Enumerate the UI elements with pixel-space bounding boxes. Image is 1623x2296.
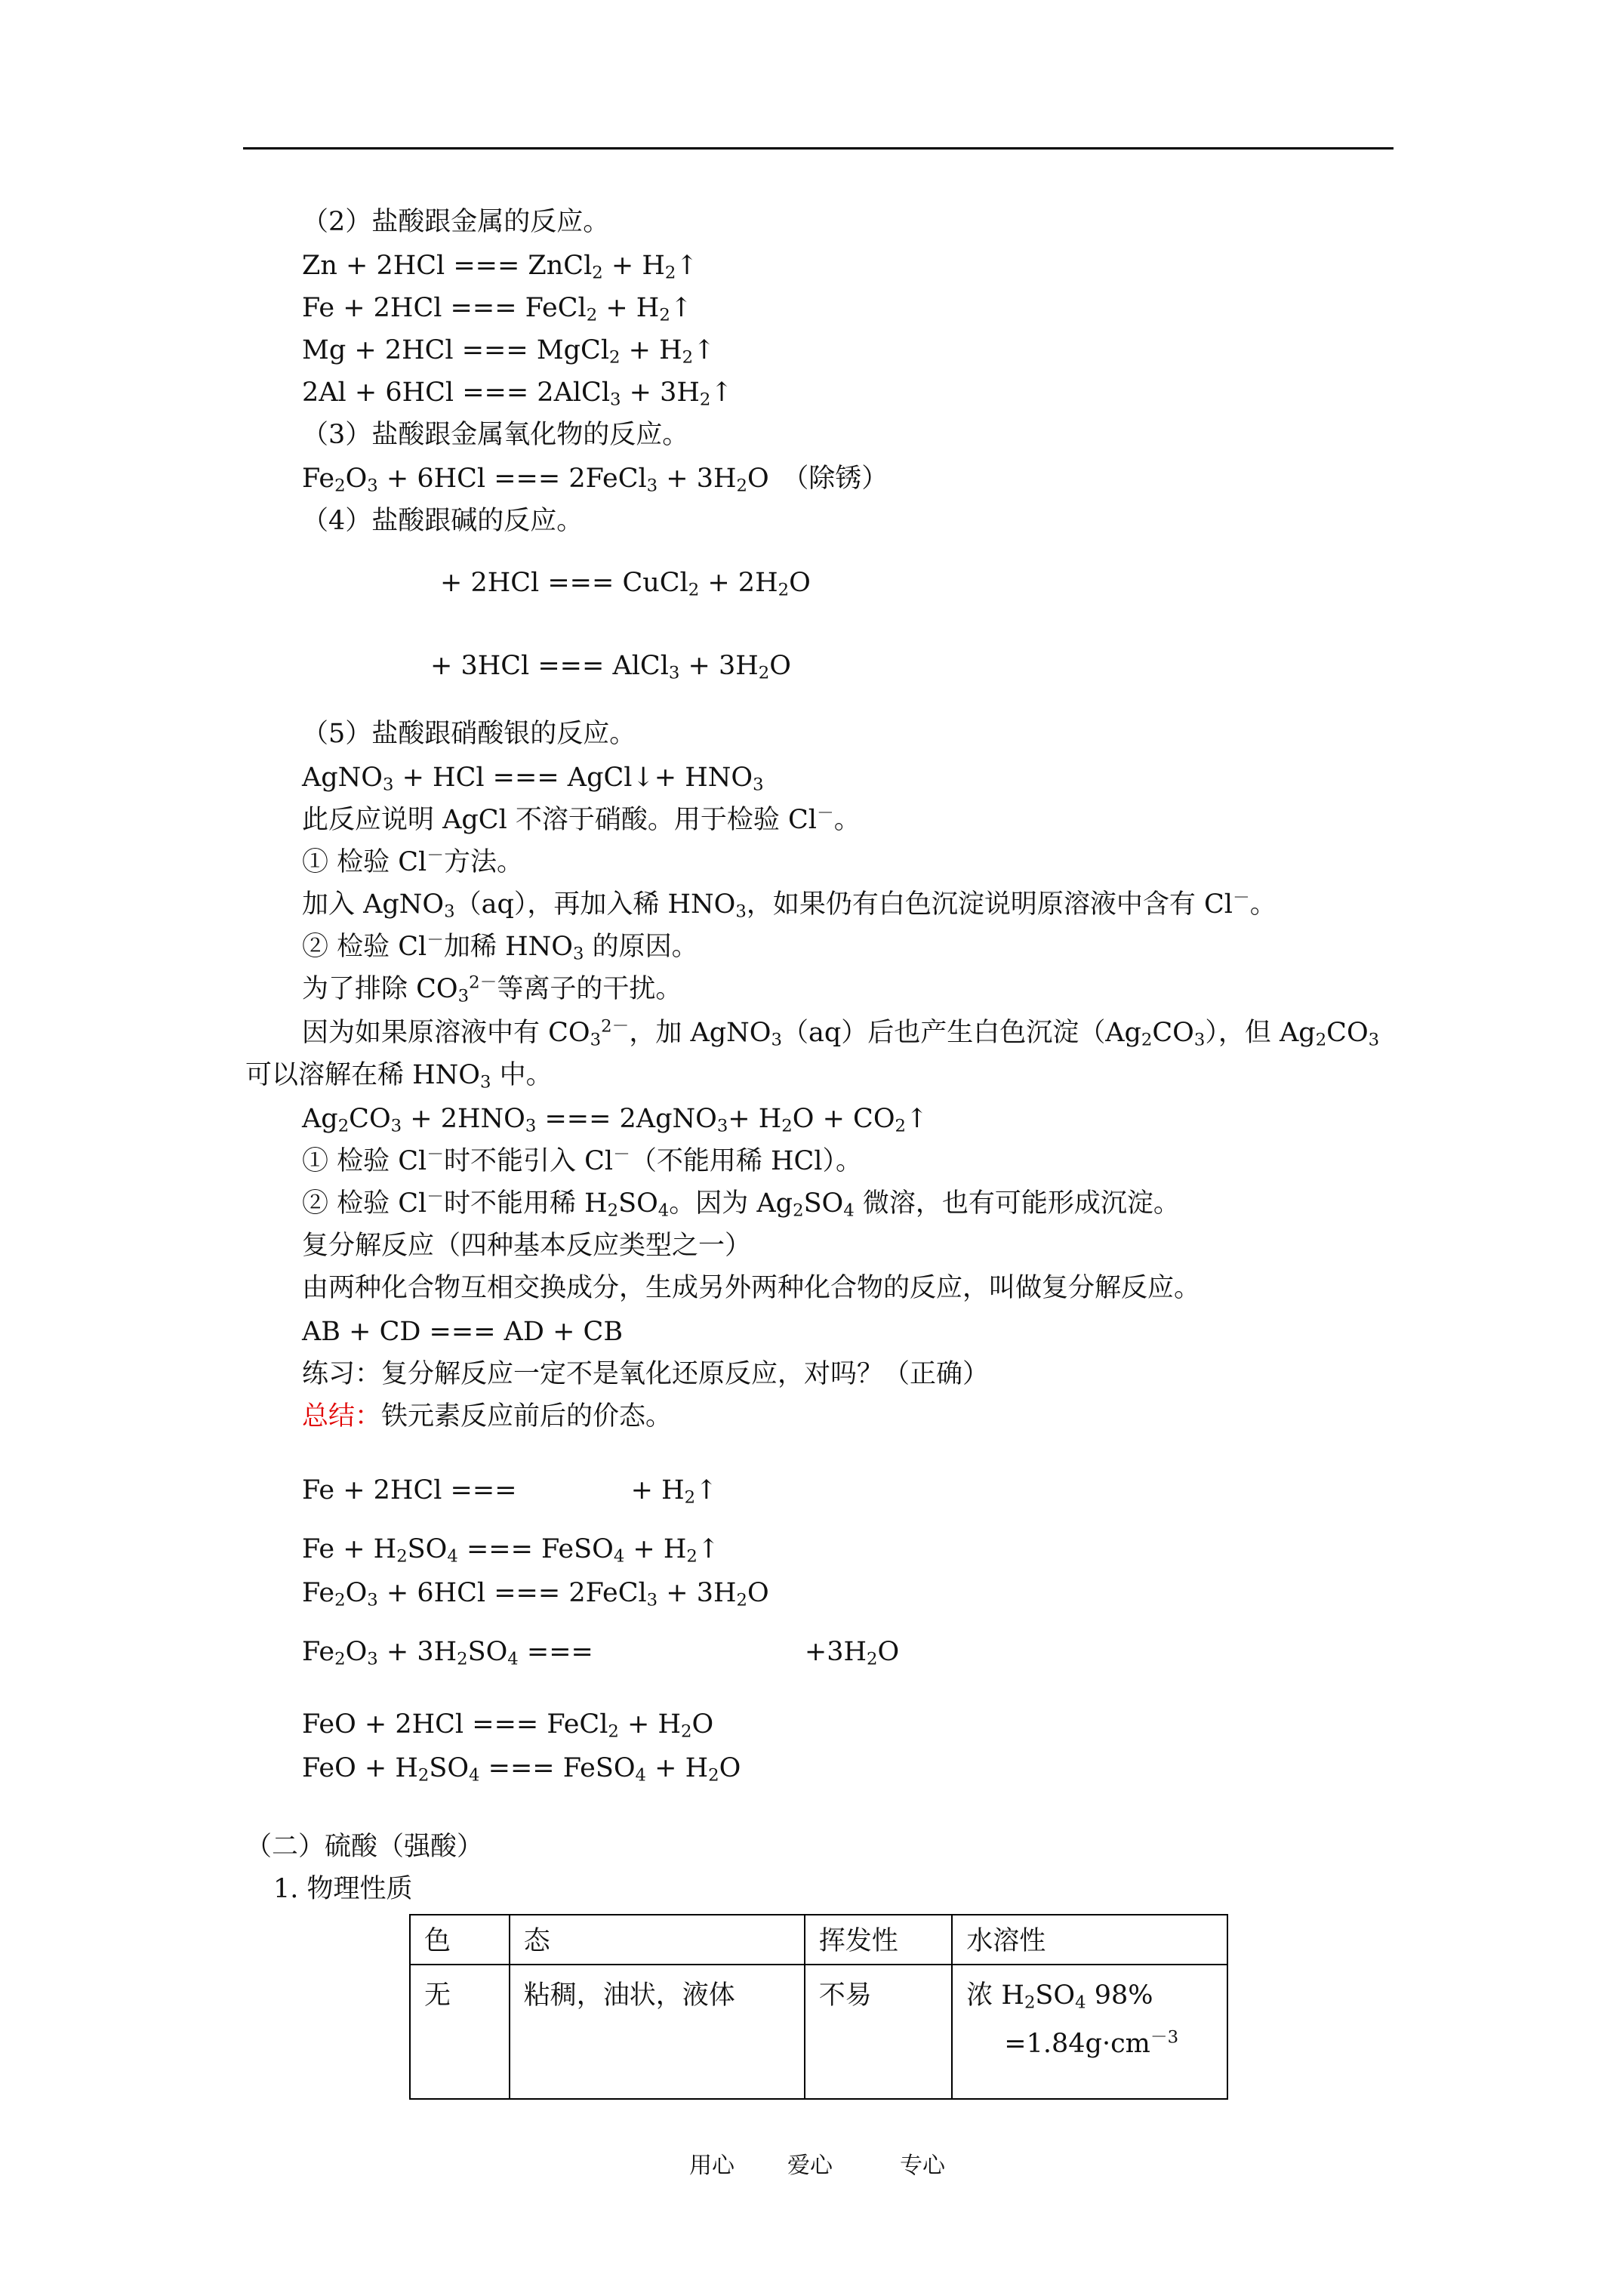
text-line: Fe + 2HCl === FeCl$_2$ + $H_2↑$	[302, 293, 693, 325]
text-line: $Fe_2O_3 + 6HCl$ === 2FeCl$_3$ + $3H_2O$	[302, 1578, 769, 1610]
solubility-line-1: 浓 $H_2SO_4$ 98%	[966, 1980, 1153, 2013]
text-line: Mg + 2HCl === MgCl$_2$ + $H_2↑$	[302, 335, 716, 368]
text-line: （3）盐酸跟金属氧化物的反应。	[302, 420, 689, 450]
sulfuric-acid-properties-table	[409, 1914, 1228, 2100]
solubility-line-2: $=1.84g\cdot cm^{-3}$	[1004, 2027, 1179, 2059]
table-header-state: 态	[510, 1915, 805, 1965]
text-line: $Fe + H_2SO_4$ === FeSO$_4$ + $H_2↑$	[302, 1534, 720, 1567]
text-line: 加入 AgNO$_3$（aq），再加入稀 $HNO_3$，如果仍有白色沉淀说明原溶液中含有 Cl－。	[302, 888, 1277, 922]
table-header-solubility: 水溶性	[952, 1915, 1227, 1965]
table-cell-volatility: 不易	[805, 1965, 953, 2099]
text-line: $Fe_2O_3 + 3H_2SO_4$ === $+3H_2O$	[302, 1637, 900, 1669]
text-line: 为了排除 $CO_3^{2-}$等离子的干扰。	[302, 972, 682, 1006]
text-line: 可以溶解在稀 $HNO_3$ 中。	[245, 1060, 553, 1093]
text-line: Fe + 2HCl === + $H_2↑$	[302, 1475, 718, 1508]
text-line: FeO + $H_2SO_4$ === FeSO$_4$ + $H_2O$	[302, 1753, 741, 1786]
table-header-color: 色	[410, 1915, 510, 1965]
text-line: 练习：复分解反应一定不是氧化还原反应，对吗？（正确）	[302, 1359, 990, 1389]
text-line: ① 检验 Cl－时不能引入 Cl－（不能用稀 HCl）。	[302, 1145, 862, 1176]
table-cell-color: 无	[410, 1965, 510, 2099]
text-line: AgNO$_3$ + HCl === AgCl↓+ $HNO_3$	[302, 763, 764, 795]
text-line: （4）盐酸跟碱的反应。	[302, 506, 584, 536]
text-line: 2Al + 6HCl === 2AlCl$_3$ + $3H_2↑$	[302, 378, 733, 410]
text-line: ① 检验 Cl－方法。	[302, 846, 523, 877]
text-line: ② 检验 Cl－时不能用稀 $H_2SO_4$。因为 $Ag_2SO_4$ 微溶，也有可能形成沉淀。	[302, 1187, 1180, 1221]
text-line: + 3HCl === AlCl$_3$ + $3H_2O$	[430, 651, 791, 683]
footer-text-3: 专心	[900, 2153, 945, 2179]
text-line: 此反应说明 AgCl 不溶于硝酸。用于检验 Cl－。	[302, 803, 861, 835]
text-line: $Fe_2O_3 + 6HCl$ === 2FeCl$_3$ + $3H_2O$ （除锈）	[302, 464, 888, 496]
table-row	[410, 1965, 1227, 2099]
text-line: 1. 物理性质	[273, 1874, 413, 1904]
text-line: AB + CD === AD + CB	[302, 1317, 624, 1347]
text-line: （5）盐酸跟硝酸银的反应。	[302, 719, 636, 749]
footer-text-2: 爱心	[787, 2153, 833, 2179]
text-line: FeO + 2HCl === FeCl$_2$ + $H_2O$	[302, 1709, 714, 1742]
table-header-volatility: 挥发性	[805, 1915, 953, 1965]
table-header-row	[410, 1915, 1227, 1965]
table-cell-solubility	[952, 1965, 1227, 2099]
text-line: 因为如果原溶液中有 $CO_3^{2-}$，加 AgNO$_3$（aq）后也产生白色沉淀$(Ag_2CO_3)$，但 $Ag_2CO_3$	[302, 1016, 1380, 1050]
header-rule	[243, 147, 1394, 149]
text-line: 总结：铁元素反应前后的价态。	[302, 1401, 673, 1432]
text-line: $Ag_2CO_3 + 2HNO_3$ === 2AgNO$_3$+ $H_2O$ + $CO_2↑$	[302, 1104, 929, 1136]
text-line: Zn + 2HCl === ZnCl$_2$ + $H_2↑$	[302, 251, 698, 283]
text-line: + 2HCl === CuCl$_2$ + $2H_2O$	[440, 568, 811, 600]
footer-text-1: 用心	[689, 2153, 735, 2179]
table-cell-state: 粘稠，油状，液体	[510, 1965, 805, 2099]
text-line: 由两种化合物互相交换成分，生成另外两种化合物的反应，叫做复分解反应。	[302, 1273, 1201, 1303]
text-line: 复分解反应（四种基本反应类型之一）	[302, 1231, 752, 1261]
text-line: （二）硫酸（强酸）	[245, 1832, 484, 1862]
text-line: ② 检验 Cl－加稀 $HNO_3$ 的原因。	[302, 930, 698, 964]
text-line: （2）盐酸跟金属的反应。	[302, 207, 610, 237]
